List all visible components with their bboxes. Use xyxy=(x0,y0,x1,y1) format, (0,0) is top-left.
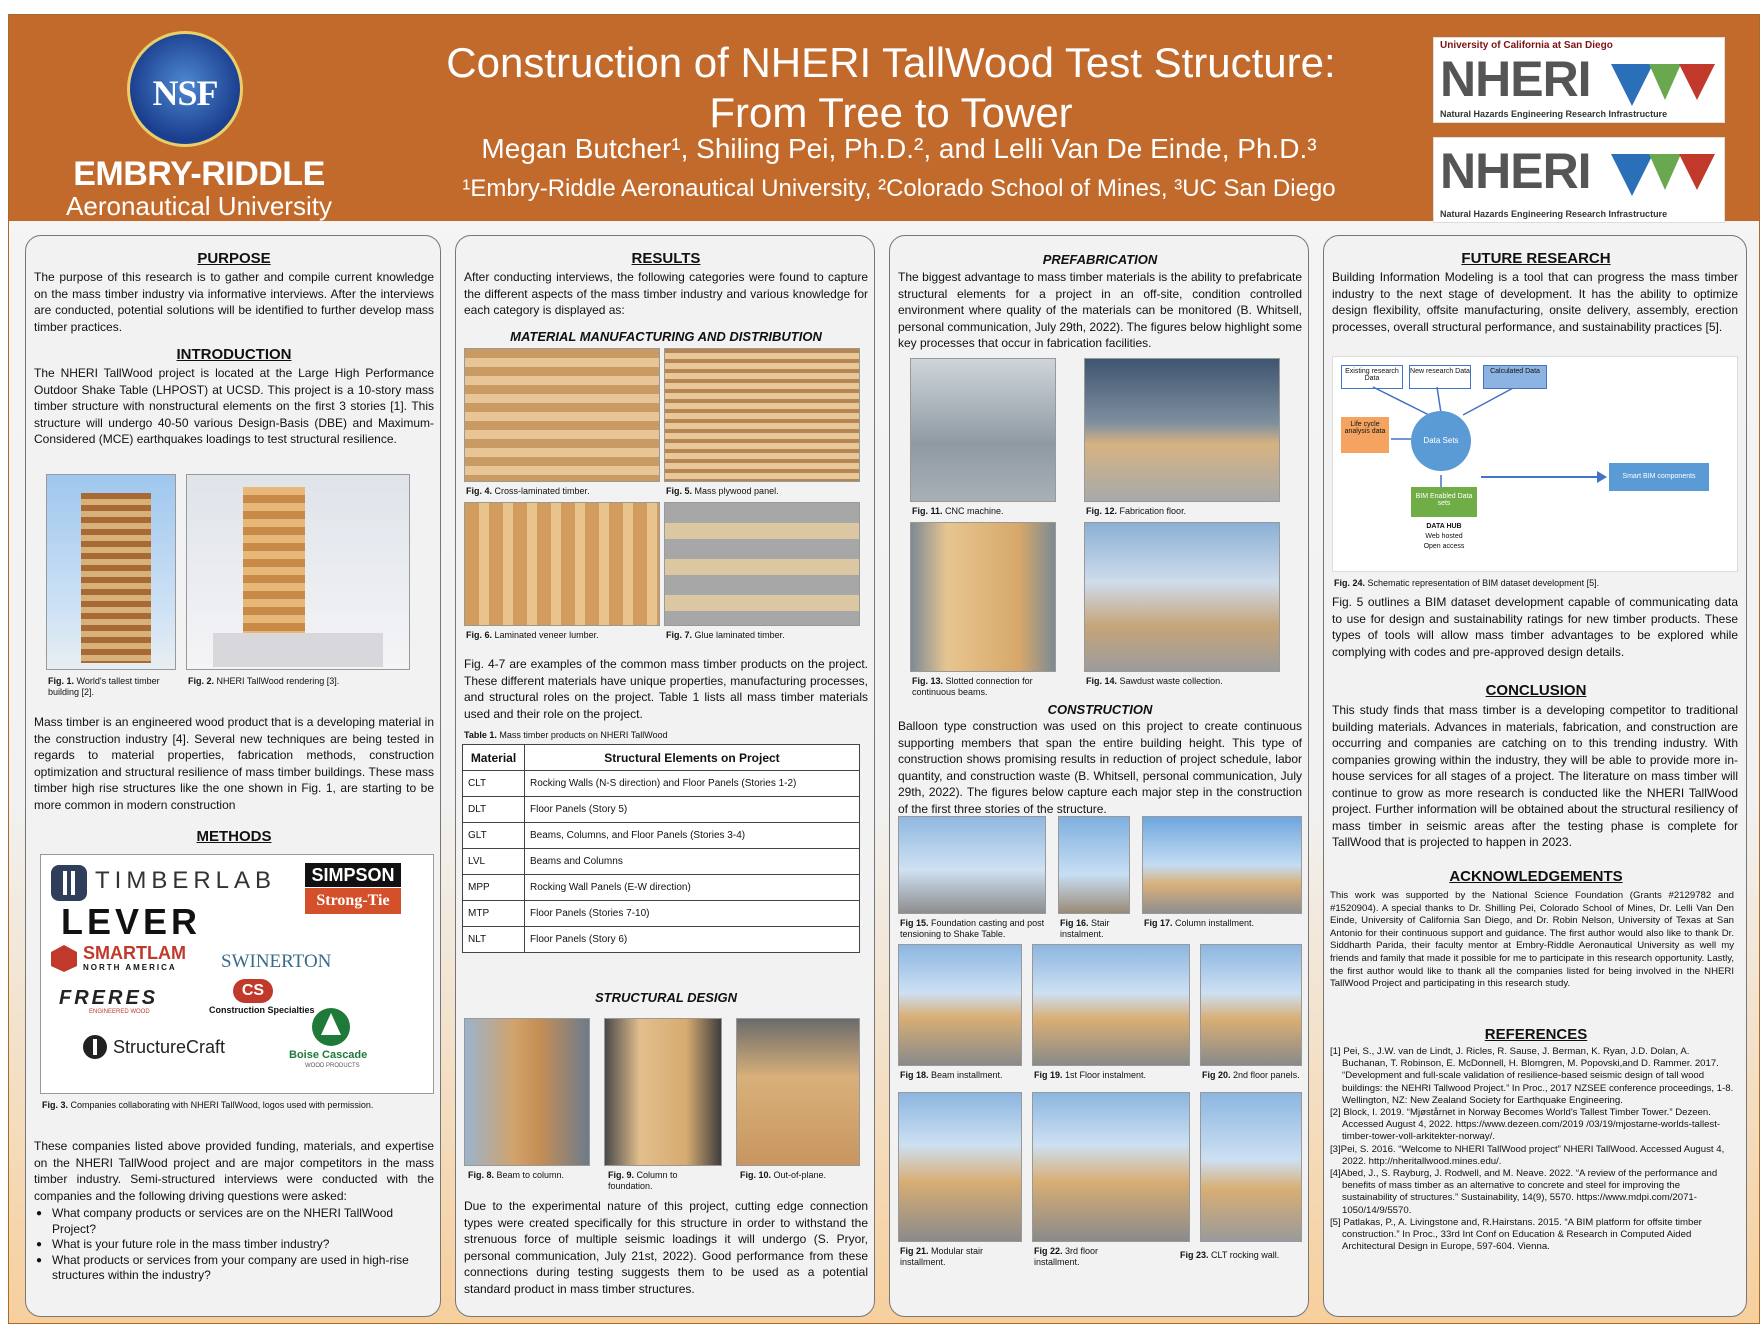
bim-explanation-text: Fig. 5 outlines a BIM dataset development capable of communicating data to use for design and sustainability ratings for new timber products. These types of tools will allow mass timber advantages to be explored while complying with codes and pre-approved design details. xyxy=(1332,595,1738,659)
table-cell: Rocking Wall Panels (E-W direction) xyxy=(525,875,860,901)
nheri-logo-sub: Natural Hazards Engineering Research Infrastructure xyxy=(1440,109,1668,119)
fig24-bim-diagram xyxy=(1332,356,1738,572)
fig14-caption xyxy=(1086,676,1223,687)
table-cell: LVL xyxy=(463,849,525,875)
poster-title-line2: From Tree to Tower xyxy=(709,89,1073,136)
panel-purpose-methods xyxy=(25,235,441,1317)
reference-item: [4]Abed, J., S. Rayburg, J. Rodwell, and M. Neave. 2022. “A review of the performance and benefits of mass timber as an alternative to concrete and steel for improving the sustainability of structures.” Sustainability, 14(9), 5570. https://www.mdpi.com/2071-1050/14/9/5570. xyxy=(1330,1168,1718,1216)
authors: Megan Butcher¹, Shiling Pei, Ph.D.², and Lelli Van De Einde, Ph.D.³ xyxy=(481,133,1317,164)
table-cell: MTP xyxy=(463,901,525,927)
conclusion-text: This study finds that mass timber is a developing competitor to traditional building materials. Advances in materials, fabrication, and construction are occurring and companies are catching on to this trending industry. With companies growing within the industry, they will be able to provide more in-house services for all stages of a project. The literature on mass timber will continue to grow as more research is conducted like the NHERI TallWood project. Further information will be obtained about the structural resiliency of mass timber in seismic areas after the testing phase is complete for TallWood that is projected to happen in 2023. xyxy=(1332,703,1738,849)
acknowledgements-text: This work was supported by the National Science Foundation (Grants #2129782 and #1520904). A special thanks to Dr. Shilling Pei, Colorado School of Mines, Dr. Lelli Van Den Einde, University of California San Diego, and Dr. Robin Nelson, University of Texas at San Antonio for their continuous support and guidance. The first author would also like to thank Dr. Siddharth Parida, their faculty mentor at Embry-Riddle Aeronautical University as well my friends and family that made it possible for me to participate in this research opportunity. Lastly, the first author would like to thank all the companies listed for being involved in the NHERI TallWood Project and participating in this research study. xyxy=(1330,890,1734,990)
fig14-sawdust-photo xyxy=(1084,522,1280,672)
fig17-column-photo xyxy=(1142,816,1302,914)
fig15-label: Fig 15. xyxy=(900,918,929,928)
fig21-label: Fig 21. xyxy=(900,1246,929,1256)
fig2-caption xyxy=(188,676,408,687)
panel-prefab-construction xyxy=(889,235,1309,1317)
bim-web-hosted: Web hosted xyxy=(1425,533,1463,540)
fig14-label: Fig. 14. xyxy=(1086,676,1118,686)
materials-table xyxy=(462,744,860,953)
affiliations: ¹Embry-Riddle Aeronautical University, ²Colorado School of Mines, ³UC San Diego xyxy=(462,175,1336,202)
table-cell: Floor Panels (Stories 7-10) xyxy=(525,901,860,927)
fig1-text: World's tallest timber building [2]. xyxy=(48,676,160,697)
purpose-heading: PURPOSE xyxy=(197,250,271,267)
question-2: ● What is your future role in the mass timber industry? xyxy=(36,1237,432,1253)
erau-logo-line1: EMBRY-RIDDLE xyxy=(73,155,325,193)
fig23-caption xyxy=(1180,1250,1279,1261)
table-cell: Beams and Columns xyxy=(525,849,860,875)
strongtie-logo: Strong-Tie xyxy=(305,888,401,914)
fig17-label: Fig 17. xyxy=(1144,918,1173,928)
interview-questions xyxy=(36,1206,432,1284)
fig17-text: Column installment. xyxy=(1175,918,1255,928)
acknowledgements-heading: ACKNOWLEDGEMENTS xyxy=(1449,868,1623,885)
nheri-logo-name: NHERI xyxy=(1440,51,1591,107)
table-header-elements: Structural Elements on Project xyxy=(525,745,860,771)
table-header-material: Material xyxy=(463,745,525,771)
fig18-beam-photo xyxy=(898,944,1022,1066)
fig7-caption xyxy=(666,630,785,641)
table-row xyxy=(463,797,860,823)
fig4-text: Cross-laminated timber. xyxy=(494,486,590,496)
fig22-third-floor-photo xyxy=(1032,1092,1190,1242)
fig15-caption xyxy=(900,918,1046,940)
panel-future-conclusion xyxy=(1323,235,1747,1317)
table-cell: NLT xyxy=(463,927,525,953)
bim-calculated-data: Calculated Data xyxy=(1483,365,1547,389)
fig24-label: Fig. 24. xyxy=(1334,578,1366,588)
fig11-label: Fig. 11. xyxy=(912,506,943,516)
fig18-text: Beam installment. xyxy=(931,1070,1003,1080)
fig5-caption xyxy=(666,486,779,497)
table-cell: Floor Panels (Story 6) xyxy=(525,927,860,953)
nheri-logo-ucsd xyxy=(1433,37,1725,123)
cs-logo: CS xyxy=(233,979,273,1003)
swinerton-logo: SWINERTON xyxy=(221,951,332,972)
bim-new-data: New research Data xyxy=(1409,365,1471,389)
fig7-label: Fig. 7. xyxy=(666,630,693,640)
prefabrication-heading: PREFABRICATION xyxy=(1042,252,1158,267)
timberlab-icon xyxy=(49,863,89,903)
material-manufacturing-heading: MATERIAL MANUFACTURING AND DISTRIBUTION xyxy=(510,329,822,344)
fig10-label: Fig. 10. xyxy=(740,1170,772,1180)
construction-heading: CONSTRUCTION xyxy=(1047,702,1153,717)
fig10-text: Out-of-plane. xyxy=(773,1170,827,1180)
fig8-beam-column-photo xyxy=(464,1018,590,1166)
fig23-label: Fig 23. xyxy=(1180,1250,1209,1260)
fig21-text: Modular stair installment. xyxy=(900,1246,984,1267)
fig20-caption xyxy=(1202,1070,1300,1081)
fig12-caption xyxy=(1086,506,1186,517)
fig22-label: Fig 22. xyxy=(1034,1246,1063,1256)
poster-title-line1: Construction of NHERI TallWood Test Structure: xyxy=(446,39,1336,86)
fig6-label: Fig. 6. xyxy=(466,630,493,640)
reference-item: [1] Pei, S., J.W. van de Lindt, J. Ricles, R. Sause, J. Berman, K. Ryan, J.D. Dolan, A. Buchanan, T. Robinson, E. McDonnell, H. Blomgren, M. Popovski,and D. Rammer. 2017. “Development and full-scale validation of resilience-based seismic design of tall wood buildings: the NEHRI Tallwood Project.” In Proc., 2017 NZSEE conference proceedings, 1-8. Wellington, NZ: New Zealand Society for Earthquake Engineering. xyxy=(1330,1046,1734,1106)
reference-item: [3]Pei, S. 2016. “Welcome to NHERI TallWood project” NHERI TallWood. Accessed August 4, 2022. http://nheritallwood.mines.edu/. xyxy=(1330,1143,1725,1167)
simpson-logo: SIMPSON xyxy=(305,863,401,887)
fig12-label: Fig. 12. xyxy=(1086,506,1118,516)
cs-sub: Construction Specialties xyxy=(209,1005,315,1015)
nsf-logo xyxy=(127,31,243,147)
nheri-logo xyxy=(1433,137,1725,223)
fig5-mpp-photo xyxy=(664,348,860,482)
fig24-caption xyxy=(1334,578,1599,589)
fig8-label: Fig. 8. xyxy=(468,1170,495,1180)
smartlam-icon xyxy=(49,943,79,973)
fig9-caption xyxy=(608,1170,708,1192)
nheri-hazard-icon xyxy=(1609,150,1717,200)
fig20-second-floor-photo xyxy=(1200,944,1302,1066)
fig19-text: 1st Floor instalment. xyxy=(1065,1070,1147,1080)
header xyxy=(9,15,1760,221)
structurecraft-logo: StructureCraft xyxy=(113,1037,226,1057)
boise-tree-icon xyxy=(311,1007,351,1047)
methods-heading: METHODS xyxy=(196,828,272,845)
mass-timber-text: Mass timber is an engineered wood product that is a developing material in the construction industry [4]. Several new techniques are being tested in regards to material properties, fabrication methods, construction optimization and structural resilience of mass timber buildings. These mass timber high rise structures like the one shown in Fig. 1, are starting to be more common in modern construction xyxy=(34,715,434,812)
fig5-label: Fig. 5. xyxy=(666,486,693,496)
bim-smart-components: Smart BIM components xyxy=(1609,463,1709,491)
structural-design-text: Due to the experimental nature of this project, cutting edge connection types were created specifically for this structure in order to withstand the strenuous force of multiple seismic loadings it will undergo (S. Pryor, personal communication, July 21st, 2022). Good performance from these connections during testing suggests them to be used as a potential standard product in mass timber structures. xyxy=(464,1199,868,1296)
poster xyxy=(8,14,1760,1324)
lever-logo: LEVER xyxy=(61,901,202,942)
smartlam-logo: SMARTLAM xyxy=(83,943,186,963)
fig21-caption xyxy=(900,1246,1020,1268)
fig15-text: Foundation casting and post tensioning to Shake Table. xyxy=(900,918,1045,939)
fig9-label: Fig. 9. xyxy=(608,1170,635,1180)
methods-text: These companies listed above provided funding, materials, and expertise on the NHERI TallWood project and are major competitors in the mass timber industry. Semi-structured interviews were conducted with the companies and the following driving questions were asked: xyxy=(34,1139,434,1203)
fig16-text: Stair instalment. xyxy=(1060,918,1110,939)
bim-data-sets: Data Sets xyxy=(1411,411,1471,471)
table-cell: Floor Panels (Story 5) xyxy=(525,797,860,823)
smartlam-sub: NORTH AMERICA xyxy=(83,963,177,972)
company-logos xyxy=(40,854,434,1094)
fig13-label: Fig. 13. xyxy=(912,676,944,686)
fig11-caption xyxy=(912,506,1004,517)
panel-results xyxy=(455,235,875,1317)
references-list xyxy=(1330,1046,1734,1253)
table-cell: DLT xyxy=(463,797,525,823)
fig22-caption xyxy=(1034,1246,1144,1268)
fig18-caption xyxy=(900,1070,1003,1081)
fig16-stair-photo xyxy=(1058,816,1130,914)
question-1: ● What company products or services are on the NHERI TallWood Project? xyxy=(36,1206,432,1237)
nheri-hazard-icon xyxy=(1609,60,1717,110)
fig21-modular-stair-photo xyxy=(898,1092,1022,1242)
fig13-text: Slotted connection for continuous beams. xyxy=(912,676,1033,697)
table-header-row xyxy=(463,745,860,771)
table-cell: MPP xyxy=(463,875,525,901)
fig7-text: Glue laminated timber. xyxy=(694,630,785,640)
table-row xyxy=(463,875,860,901)
fig13-slotted-connection-photo xyxy=(910,522,1056,672)
table-cell: Beams, Columns, and Floor Panels (Stories 3-4) xyxy=(525,823,860,849)
fig11-cnc-photo xyxy=(910,358,1056,502)
purpose-text: The purpose of this research is to gather and compile current knowledge on the mass timber industry via informative interviews. After the interviews are conducted, potential solutions will be identified to further develop mass timber practices. xyxy=(34,270,434,334)
freres-sub: ENGINEERED WOOD xyxy=(89,1009,150,1015)
fig11-text: CNC machine. xyxy=(945,506,1004,516)
fig10-out-of-plane-photo xyxy=(736,1018,860,1166)
erau-logo-line2: Aeronautical University xyxy=(66,191,332,221)
future-research-text: Building Information Modeling is a tool that can progress the mass timber industry to the next stage of development. It has the ability to optimize design flexibility, offsite manufacturing, onsite delivery, assembly, erection processes, overall structural performance, and sustainability practices [5]. xyxy=(1332,270,1738,334)
fig3-label: Fig. 3. xyxy=(42,1100,69,1110)
fig13-caption xyxy=(912,676,1052,698)
construction-text: Balloon type construction was used on this project to create continuous supporting members that span the entire building height. This type of construction shows promising results in reduction of project schedule, labor quantity, and construction waste (B. Whitsell, personal communication, July 29th, 2022). The figures below capture each major step in the construction of the first three stories of the structure. xyxy=(898,719,1302,816)
fig23-text: CLT rocking wall. xyxy=(1211,1250,1280,1260)
materials-text: Fig. 4-7 are examples of the common mass timber products on the project. These different materials have unique properties, manufacturing processes, and structural roles on the project. Table 1 lists all mass timber materials used and their role on the project. xyxy=(464,657,868,721)
table-cell: CLT xyxy=(463,771,525,797)
fig20-text: 2nd floor panels. xyxy=(1233,1070,1300,1080)
fig10-caption xyxy=(740,1170,826,1181)
fig8-caption xyxy=(468,1170,564,1181)
results-intro: After conducting interviews, the following categories were found to capture the different aspects of the mass timber industry and various knowledge for each category is displayed as: xyxy=(464,270,868,317)
fig20-label: Fig 20. xyxy=(1202,1070,1231,1080)
boise-sub: WOOD PRODUCTS xyxy=(305,1063,360,1069)
fig9-column-foundation-photo xyxy=(604,1018,722,1166)
bim-enabled-data-sets: BIM Enabled Data sets xyxy=(1411,487,1477,517)
fig16-label: Fig 16. xyxy=(1060,918,1089,928)
fig3-text: Companies collaborating with NHERI TallWood, logos used with permission. xyxy=(70,1100,374,1110)
fig22-text: 3rd floor installment. xyxy=(1034,1246,1099,1267)
table-row xyxy=(463,901,860,927)
fig8-text: Beam to column. xyxy=(496,1170,565,1180)
nheri-logo-top-text: University of California at San Diego xyxy=(1440,40,1613,51)
fig4-caption xyxy=(466,486,590,497)
table1-label: Table 1. xyxy=(464,730,497,740)
nheri-logo-name: NHERI xyxy=(1440,143,1591,199)
fig18-label: Fig 18. xyxy=(900,1070,929,1080)
bim-lca-data: Life cycle analysis data xyxy=(1341,417,1389,453)
timberlab-logo: TIMBERLAB xyxy=(95,867,277,894)
introduction-heading: INTRODUCTION xyxy=(176,346,292,363)
introduction-text: The NHERI TallWood project is located at the Large High Performance Outdoor Shake Table (LHPOST) at UCSD. This project is a 10-story mass timber structure with nonstructural elements on the first 3 stories [1]. This structure will undergo 40-50 various Design-Basis (DBE) and Maximum-Considered (MCE) earthquakes loadings to test structural resilience. xyxy=(34,366,434,446)
fig2-label: Fig. 2. xyxy=(188,676,215,686)
future-research-heading: FUTURE RESEARCH xyxy=(1461,250,1611,267)
fig1-caption xyxy=(48,676,178,698)
conclusion-heading: CONCLUSION xyxy=(1485,682,1587,699)
fig1-tallest-timber-building-photo xyxy=(46,474,176,670)
fig6-lvl-photo xyxy=(464,502,660,626)
table1-caption xyxy=(464,730,668,741)
bim-existing-data: Existing research Data xyxy=(1341,365,1403,389)
nheri-logo-sub: Natural Hazards Engineering Research Infrastructure xyxy=(1440,209,1668,219)
fig6-text: Laminated veneer lumber. xyxy=(494,630,599,640)
fig7-glulam-photo xyxy=(664,502,860,626)
table1-text: Mass timber products on NHERI TallWood xyxy=(499,730,668,740)
freres-logo: FRERES xyxy=(59,987,159,1009)
reference-item: [2] Block, I. 2019. “Mjøstårnet in Norway Becomes World's Tallest Timber Tower.” Dezeen. Accessed August 4, 2022. https://www.dezeen.com/2019 /03/19/mjostarne-worlds-tallest-timber-tower-voll-arkitekter-norway/. xyxy=(1330,1107,1721,1143)
table-row xyxy=(463,849,860,875)
results-heading: RESULTS xyxy=(631,250,701,267)
fig4-clt-photo xyxy=(464,348,660,482)
prefabrication-text: The biggest advantage to mass timber materials is the ability to prefabricate structural elements for a project in an off-site, condition controlled environment where quality of the materials can be monitored (B. Whitsell, personal communication, July 29th, 2022). The figures below highlight some key processes that occur in fabrication facilities. xyxy=(898,270,1303,350)
bim-open-access: Open access xyxy=(1423,543,1465,550)
fig2-text: NHERI TallWood rendering [3]. xyxy=(216,676,340,686)
fig3-caption xyxy=(42,1100,432,1111)
fig9-text: Column to foundation. xyxy=(608,1170,678,1191)
structurecraft-icon xyxy=(81,1033,109,1061)
table-cell: Rocking Walls (N-S direction) and Floor Panels (Stories 1-2) xyxy=(525,771,860,797)
nsf-logo-text: NSF xyxy=(152,73,218,113)
table-row xyxy=(463,823,860,849)
fig14-text: Sawdust waste collection. xyxy=(1119,676,1223,686)
fig23-clt-rocking-wall-photo xyxy=(1200,1092,1302,1242)
bim-data-hub: DATA HUB xyxy=(1426,523,1462,530)
fig19-first-floor-photo xyxy=(1032,944,1190,1066)
fig4-label: Fig. 4. xyxy=(466,486,493,496)
fig12-text: Fabrication floor. xyxy=(1119,506,1187,516)
structural-design-heading: STRUCTURAL DESIGN xyxy=(594,990,738,1005)
reference-item: [5] Patlakas, P., A. Livingstone and, R.Hairstans. 2015. “A BIM platform for offsite timber construction.” In Proc., 33rd Int Conf on Education & Research in Computed Aided Architectural Design in Europe, 597-604. Vienna. xyxy=(1330,1216,1702,1253)
fig2-tallwood-rendering xyxy=(186,474,410,670)
fig19-caption xyxy=(1034,1070,1146,1081)
fig15-foundation-photo xyxy=(898,816,1046,914)
fig24-text: Schematic representation of BIM dataset development [5]. xyxy=(1367,578,1600,588)
fig19-label: Fig 19. xyxy=(1034,1070,1063,1080)
question-3: ● What products or services from your company are used in high-rise structures within the industry? xyxy=(36,1253,432,1284)
table-row xyxy=(463,771,860,797)
table-row xyxy=(463,927,860,953)
fig6-caption xyxy=(466,630,599,641)
fig17-caption xyxy=(1144,918,1254,929)
references-heading: REFERENCES xyxy=(1484,1026,1588,1043)
fig12-fabrication-floor-photo xyxy=(1084,358,1280,502)
table-cell: GLT xyxy=(463,823,525,849)
boise-cascade-logo: Boise Cascade xyxy=(289,1049,368,1061)
fig16-caption xyxy=(1060,918,1132,940)
fig1-label: Fig. 1. xyxy=(48,676,75,686)
fig5-text: Mass plywood panel. xyxy=(694,486,779,496)
